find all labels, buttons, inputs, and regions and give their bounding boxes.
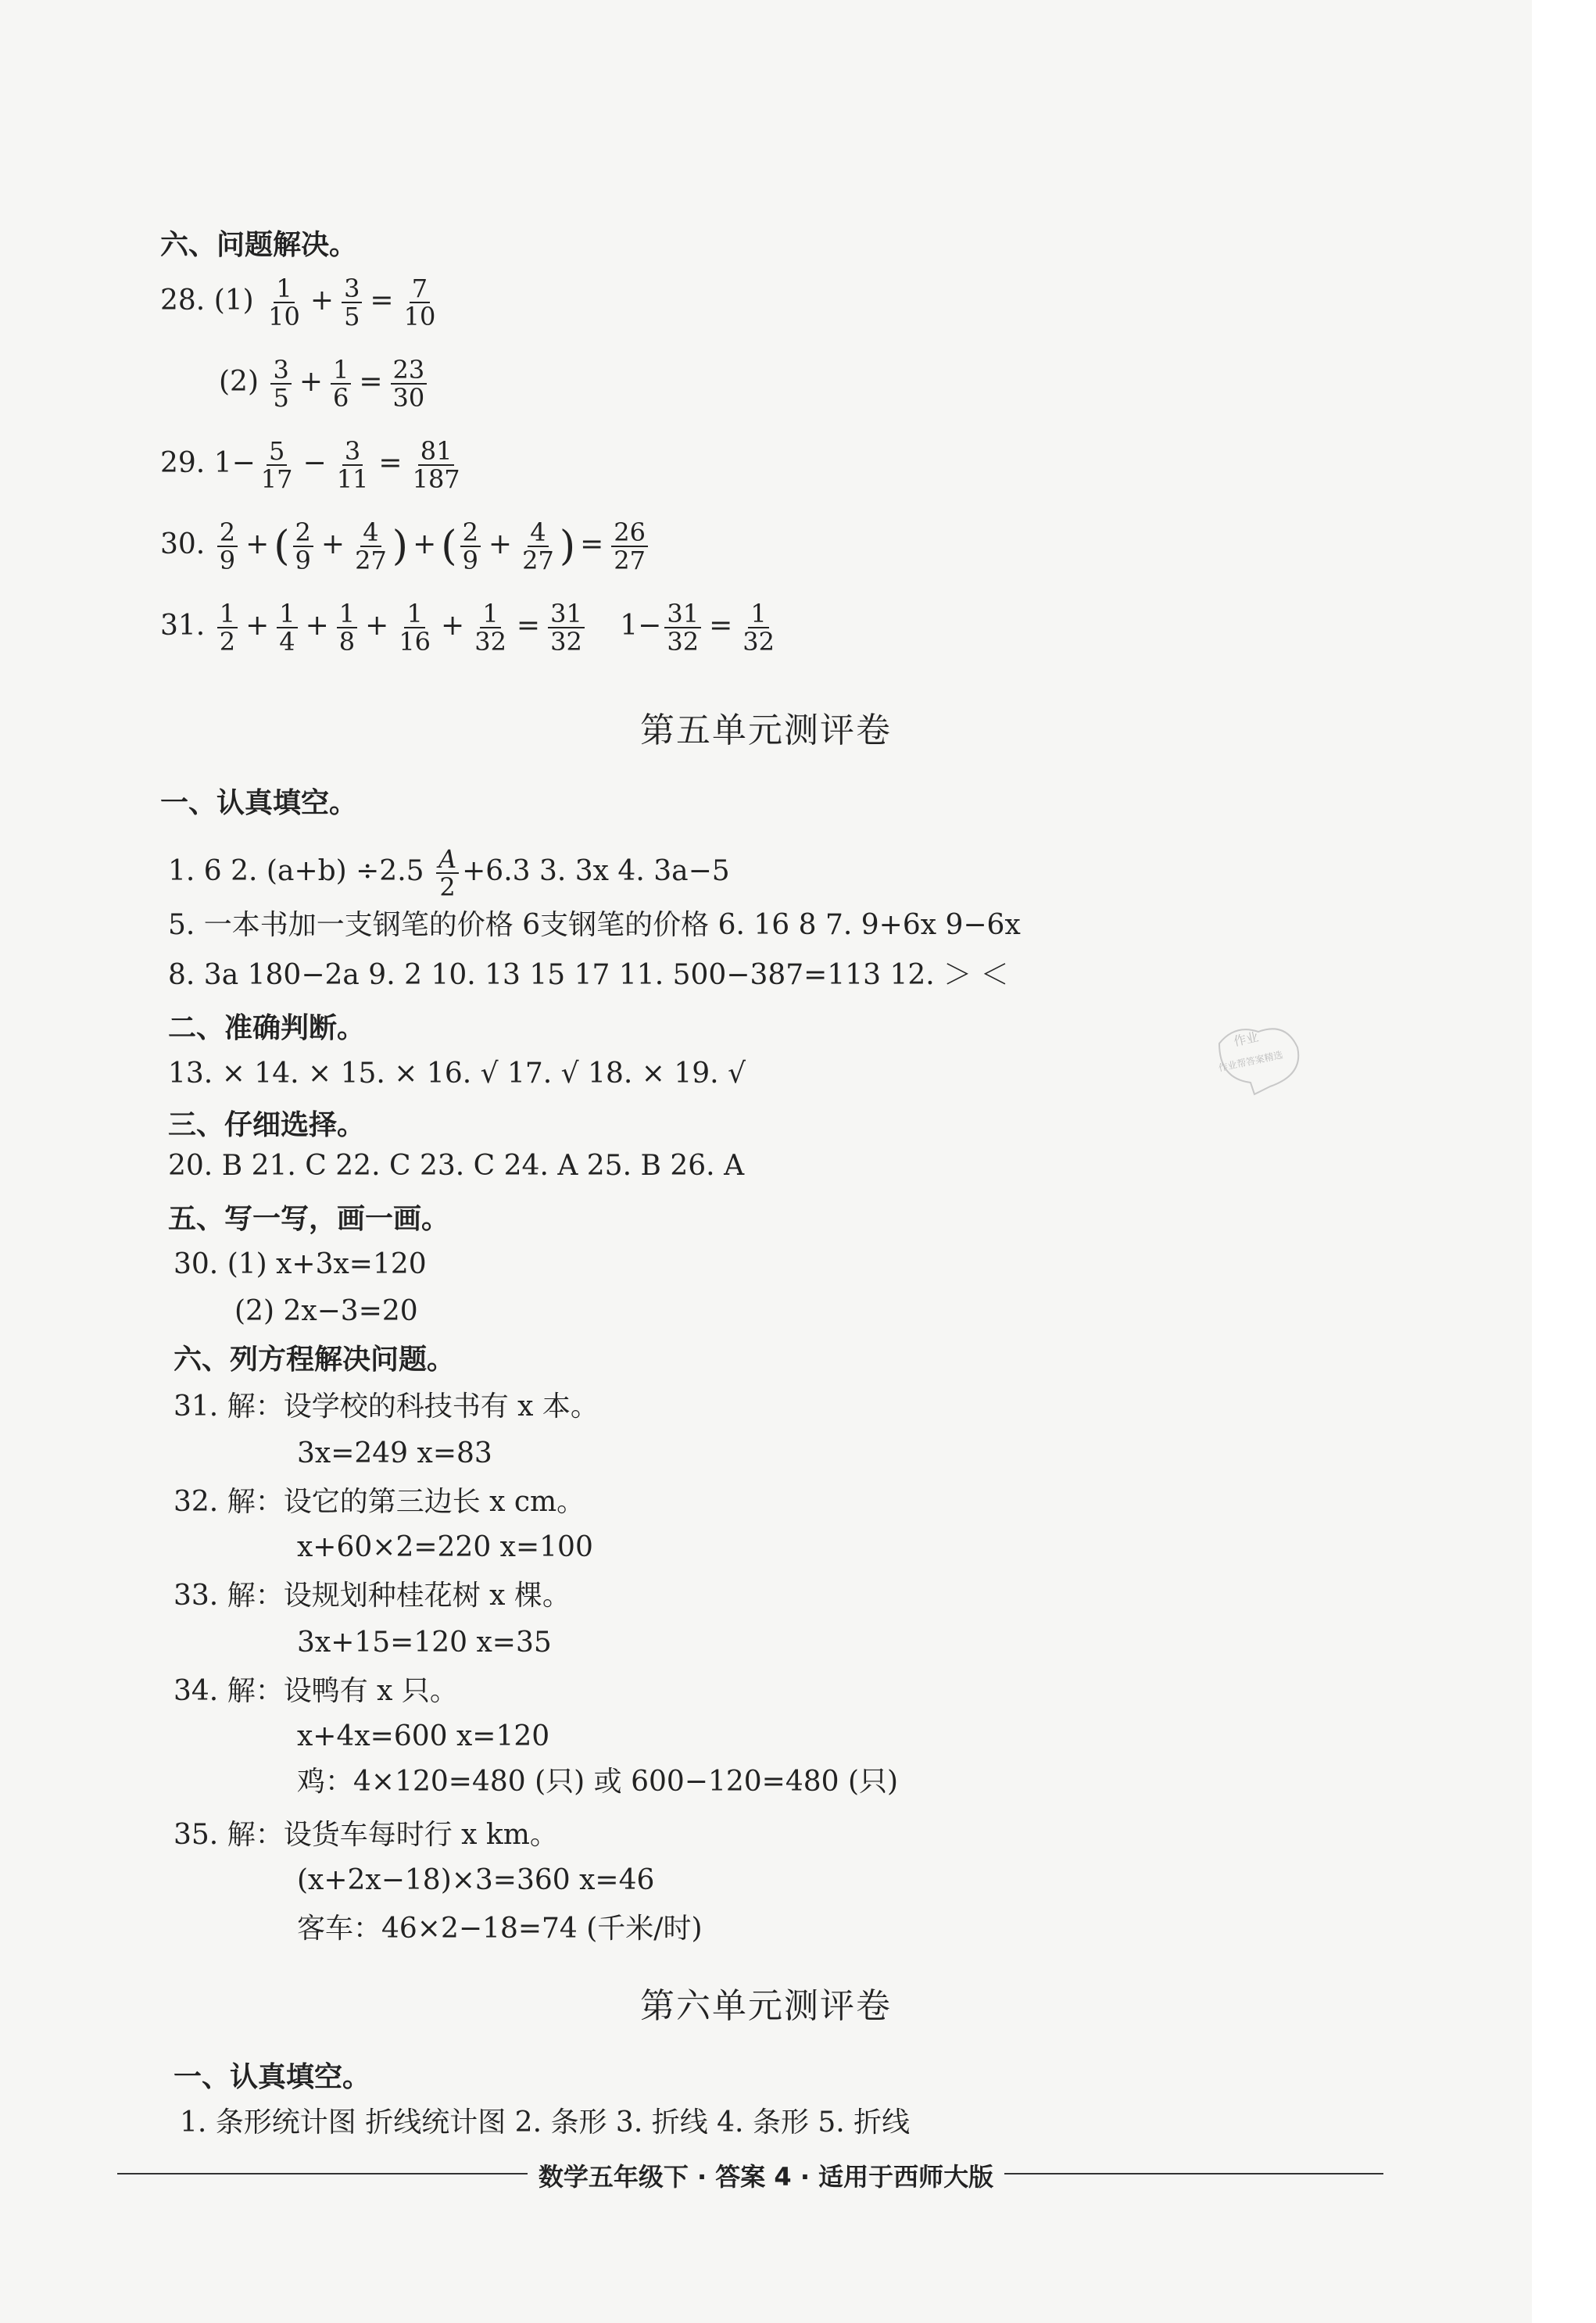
fraction: $\frac{1}{8}$ <box>337 600 357 655</box>
answer-line-35c: 客车：46×2−18=74 (千米/时) <box>297 1913 703 1945</box>
fraction: $\frac{1}{4}$ <box>277 600 297 655</box>
question-number: 30. <box>160 528 206 560</box>
answer-line-31a: 31. 解：设学校的科技书有 x 本。 <box>174 1391 599 1423</box>
answer-line-35a: 35. 解：设货车每时行 x km。 <box>174 1819 558 1851</box>
fraction: $\frac{2}{9}$ <box>460 519 481 574</box>
fraction: $\frac{7}{10}$ <box>403 274 436 331</box>
fraction: $\frac{1}{32}$ <box>743 599 775 657</box>
answer-line-34a: 34. 解：设鸭有 x 只。 <box>174 1675 458 1707</box>
part-label: (2) <box>219 366 259 398</box>
fraction: $\frac{4}{27}$ <box>522 517 554 575</box>
fraction: $\frac{3}{5}$ <box>270 356 291 411</box>
section-heading: 一、认真填空。 <box>174 2061 371 2093</box>
fraction: $\frac{81}{187}$ <box>412 436 460 494</box>
answer-line-33b: 3x+15=120 x=35 <box>297 1627 552 1659</box>
watermark-stamp: 作业 作业帮答案精选 <box>1211 1020 1305 1098</box>
fraction: $\frac{1}{16}$ <box>399 599 431 657</box>
fraction: $\frac{3}{5}$ <box>342 275 362 330</box>
answer-line-32b: x+60×2=220 x=100 <box>297 1531 593 1563</box>
section-heading: 五、写一写，画一画。 <box>168 1203 450 1235</box>
unit-5-title: 第五单元测评卷 <box>640 711 892 750</box>
answer-line-30b: (2) 2x−3=20 <box>234 1295 418 1327</box>
answer-line-8: 8. 3a 180−2a 9. 2 10. 13 15 17 11. 500−387=113 12. ＞ ＜ <box>168 959 1009 991</box>
question-31: 31. $\frac{1}{2}$ + $\frac{1}{4}$ + $\frac{1}{8}$ + $\frac{1}{16}$ + $\frac{1}{32}$ = $\frac{31}{32}$ 1− $\frac{31}{32}$ = $\frac{1}{32}$ <box>160 600 780 655</box>
fraction: $\frac{23}{30}$ <box>391 356 428 411</box>
answer-line-33a: 33. 解：设规划种桂花树 x 棵。 <box>174 1580 571 1612</box>
fraction: $\frac{A}{2}$ <box>436 846 459 900</box>
section-heading: 二、准确判断。 <box>168 1012 366 1044</box>
fraction: $\frac{31}{32}$ <box>548 600 585 655</box>
section-heading: 六、列方程解决问题。 <box>174 1344 456 1376</box>
section-heading: 一、认真填空。 <box>160 787 358 819</box>
fraction: $\frac{2}{9}$ <box>217 519 238 574</box>
answer-line-20: 20. B 21. C 22. C 23. C 24. A 25. B 26. A <box>168 1150 745 1182</box>
unit-6-answer-line-1: 1. 条形统计图 折线统计图 2. 条形 3. 折线 4. 条形 5. 折线 <box>180 2106 911 2139</box>
answer-line-32a: 32. 解：设它的第三边长 x cm。 <box>174 1486 585 1518</box>
fraction: $\frac{3}{11}$ <box>336 436 369 494</box>
answer-line-30a: 30. (1) x+3x=120 <box>174 1248 427 1280</box>
section-heading: 三、仔细选择。 <box>168 1109 366 1141</box>
question-28-part-2: (2) $\frac{3}{5}$ + $\frac{1}{6}$ = $\frac{23}{30}$ <box>219 356 430 411</box>
unit-6-title: 第六单元测评卷 <box>640 1986 892 2026</box>
answer-line-31b: 3x=249 x=83 <box>297 1437 492 1469</box>
fraction: $\frac{31}{32}$ <box>664 600 701 655</box>
fraction: $\frac{5}{17}$ <box>260 436 293 494</box>
question-30: 30. $\frac{2}{9}$ + ( $\frac{2}{9}$ + $\frac{4}{27}$ ) + ( $\frac{2}{9}$ + $\frac{4}{27}$ ) = $\frac{26}{27}$ <box>160 519 651 574</box>
page-footer: 数学五年级下 · 答案 4 · 适用于西师大版 <box>0 2157 1532 2193</box>
fraction: $\frac{26}{27}$ <box>611 519 648 574</box>
answer-line-5: 5. 一本书加一支钢笔的价格 6支钢笔的价格 6. 16 8 7. 9+6x 9−6x <box>168 909 1021 941</box>
question-number: 29. <box>160 447 206 479</box>
fraction: $\frac{1}{32}$ <box>474 599 506 657</box>
fraction: $\frac{1}{2}$ <box>217 600 238 655</box>
answer-line-34c: 鸡：4×120=480 (只) 或 600−120=480 (只) <box>297 1766 899 1798</box>
question-number: 28. <box>160 285 206 317</box>
fraction: $\frac{2}{9}$ <box>293 519 313 574</box>
answer-line-34b: x+4x=600 x=120 <box>297 1720 550 1752</box>
section-heading: 六、问题解决。 <box>160 229 358 261</box>
part-label: (1) <box>213 285 254 317</box>
question-number: 31. <box>160 610 206 642</box>
fraction: $\frac{1}{6}$ <box>331 356 351 411</box>
question-29: 29. 1− $\frac{5}{17}$ − $\frac{3}{11}$ = $\frac{81}{187}$ <box>160 438 466 492</box>
question-28-part-1: 28. (1) $\frac{1}{10}$ + $\frac{3}{5}$ = $\frac{7}{10}$ <box>160 275 441 330</box>
answer-line-13: 13. × 14. × 15. × 16. √ 17. √ 18. × 19. √ <box>168 1058 746 1090</box>
answer-line-1: 1. 6 2. (a+b) ÷2.5 $\frac{A}{2}$ +6.3 3. 3x 4. 3a−5 <box>168 844 730 902</box>
fraction: $\frac{4}{27}$ <box>355 517 387 575</box>
fraction: $\frac{1}{10}$ <box>268 274 300 331</box>
answer-line-35b: (x+2x−18)×3=360 x=46 <box>297 1864 655 1896</box>
